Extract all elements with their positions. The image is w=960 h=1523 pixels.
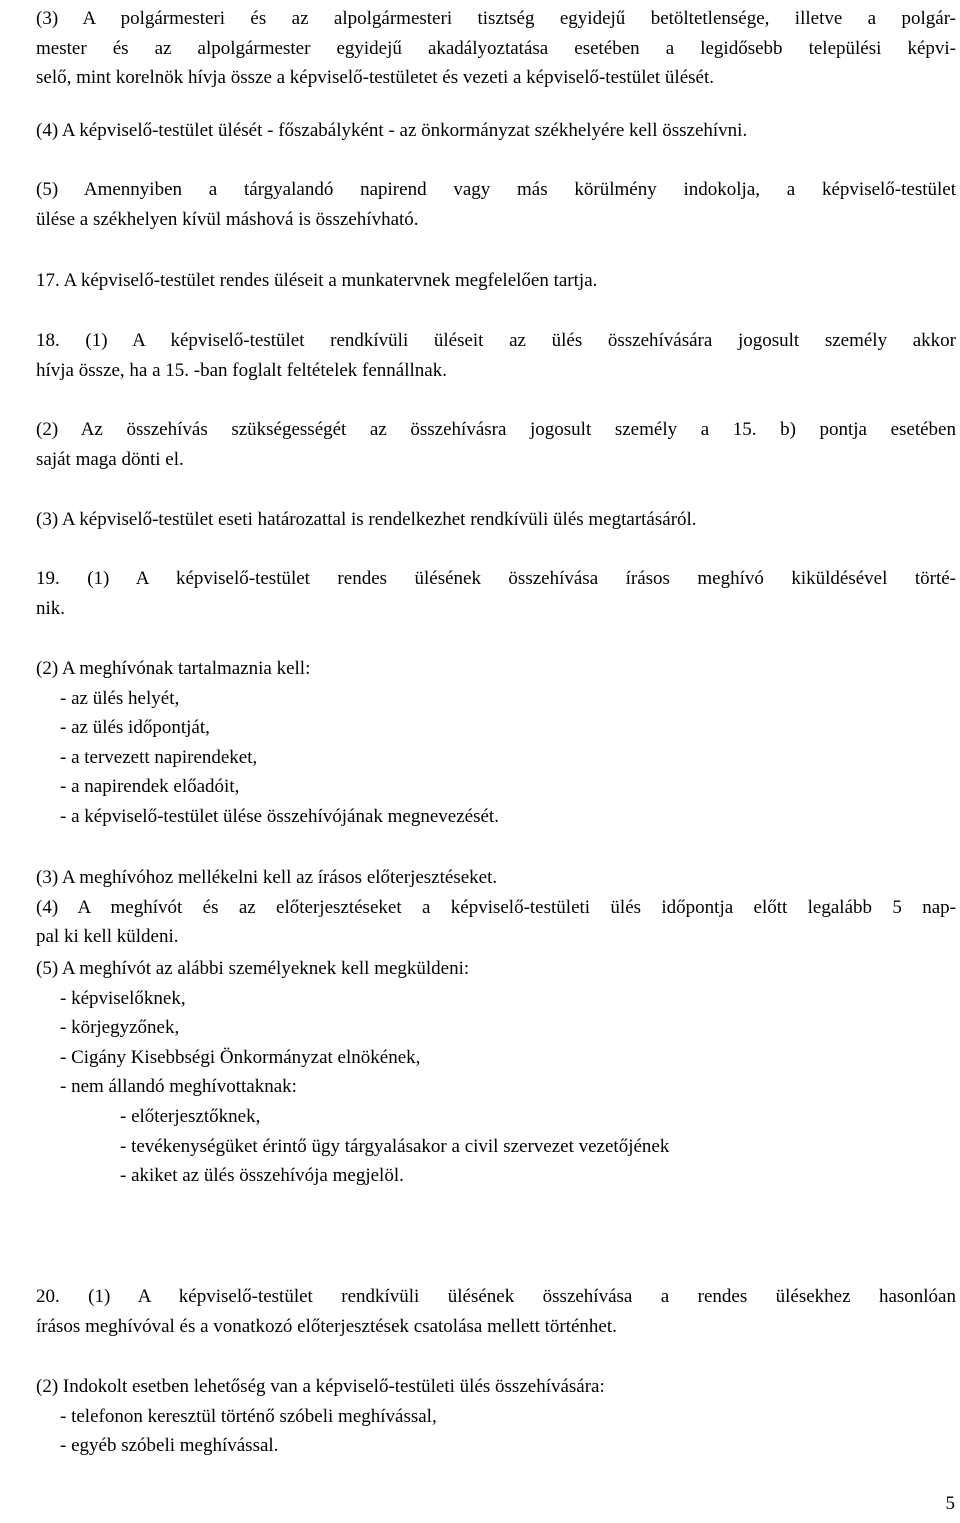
page-number: 5: [945, 1493, 955, 1514]
text-line: pal ki kell küldeni.: [36, 926, 179, 948]
paragraph-4-seat: [36, 116, 956, 146]
paragraph-3-substitution: [36, 4, 956, 93]
text-line: saját maga dönti el.: [36, 448, 184, 470]
text-line: selő, mint korelnök hívja össze a képviselő-testületet és vezeti a képviselő-testület ülését.: [36, 67, 714, 89]
text-line: (5) Amennyiben a tárgyalandó napirend vagy más körülmény indokolja, a képviselő-testület: [36, 179, 956, 200]
list-item: - a tervezett napirendeket,: [60, 746, 258, 768]
text-line: 17. A képviselő-testület rendes üléseit a munkatervnek megfelelően tartja.: [36, 270, 598, 291]
text-line: (3) A képviselő-testület eseti határozattal is rendelkezhet rendkívüli ülés megtartásáról.: [36, 509, 697, 530]
paragraph-5-other-location: [36, 175, 956, 234]
text-line: (3) A meghívóhoz mellékelni kell az írásos előterjesztéseket.: [36, 867, 498, 888]
text-line: nik.: [36, 597, 66, 619]
list-item: - az ülés helyét,: [60, 687, 180, 709]
text-line: (4) A képviselő-testület ülését - főszabályként - az önkormányzat székhelyére kell összehívni.: [36, 120, 748, 141]
section-17: [36, 266, 956, 296]
list-item: - egyéb szóbeli meghívással.: [60, 1435, 279, 1457]
section-18-3: [36, 505, 956, 535]
list-item: - telefonon keresztül történő szóbeli meghívással,: [60, 1405, 437, 1427]
list-heading: (5) A meghívót az alábbi személyeknek kell megküldeni:: [36, 958, 470, 979]
list-item: - az ülés időpontját,: [60, 717, 210, 739]
text-line: (2) Az összehívás szükségességét az összehívásra jogosult személy a 15. b) pontja esetében: [36, 419, 956, 440]
list-item: - körjegyzőnek,: [60, 1017, 180, 1039]
list-item: - a képviselő-testület ülése összehívójának megnevezését.: [60, 805, 499, 827]
text-line: 20. (1) A képviselő-testület rendkívüli ülésének összehívása a rendes ülésekhez hasonlóan: [36, 1286, 956, 1307]
section-19-1: [36, 564, 956, 623]
list-heading: (2) A meghívónak tartalmaznia kell:: [36, 658, 311, 679]
text-line: (3) A polgármesteri és az alpolgármesteri tisztség egyidejű betöltetlensége, illetve a polgár-: [36, 8, 956, 29]
sub-list-item: - tevékenységüket érintő ügy tárgyalásakor a civil szervezet vezetőjének: [120, 1135, 670, 1157]
text-line: ülése a székhelyen kívül máshová is összehívható.: [36, 208, 419, 230]
section-19-2-invitation-contents: [36, 654, 956, 832]
list-item: - Cigány Kisebbségi Önkormányzat elnökének,: [60, 1046, 421, 1068]
text-line: írásos meghívóval és a vonatkozó előterjesztések csatolása mellett történhet.: [36, 1315, 617, 1337]
text-line: hívja össze, ha a 15. -ban foglalt feltételek fennállnak.: [36, 359, 447, 381]
section-18-2: [36, 415, 956, 474]
text-line: 18. (1) A képviselő-testület rendkívüli üléseit az ülés összehívására jogosult személy akkor: [36, 330, 956, 351]
sub-list-item: - akiket az ülés összehívója megjelöl.: [120, 1165, 404, 1187]
section-20-2: [36, 1372, 956, 1461]
sub-list-item: - előterjesztőknek,: [120, 1105, 261, 1127]
list-item: - nem állandó meghívottaknak:: [60, 1076, 297, 1098]
text-line: 19. (1) A képviselő-testület rendes ülésének összehívása írásos meghívó kiküldésével törté-: [36, 568, 956, 589]
list-item: - képviselőknek,: [60, 987, 186, 1009]
section-19-3-4: [36, 863, 956, 952]
list-item: - a napirendek előadóit,: [60, 776, 240, 798]
section-18-1: [36, 326, 956, 385]
section-20-1: [36, 1282, 956, 1341]
text-line: mester és az alpolgármester egyidejű akadályoztatása esetében a legidősebb települési képvi-: [36, 37, 956, 59]
section-19-5-recipients: [36, 954, 956, 1191]
text-line: (4) A meghívót és az előterjesztéseket a képviselő-testületi ülés időpontja előtt legalább 5 nap-: [36, 896, 956, 918]
list-heading: (2) Indokolt esetben lehetőség van a képviselő-testületi ülés összehívására:: [36, 1376, 605, 1397]
